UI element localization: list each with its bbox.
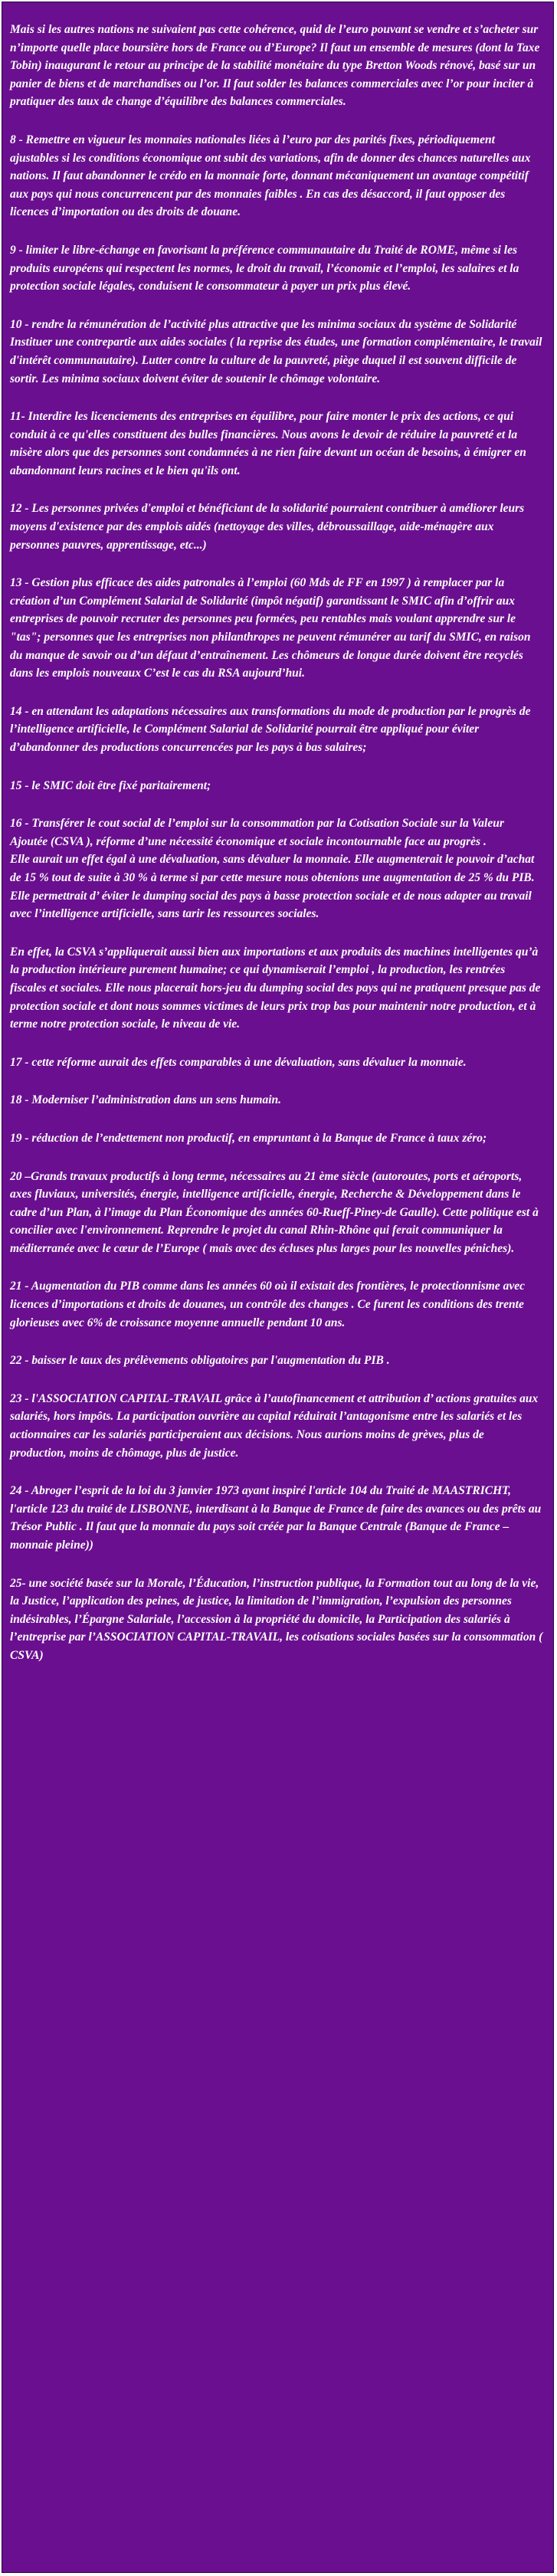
paragraph-9-free-trade: 9 - limiter le libre-échange en favorisant la préférence communautaire du Traité de ROME, même si les produits européens qui respectent les normes, le droit du travail, l’économie et l’emploi, les salaires et la protection sociale légales, conduisent le consommateur à payer un prix plus élevé. xyxy=(10,243,519,293)
text-body xyxy=(10,21,543,1665)
paragraph-11-layoffs: 11- Interdire les licenciements des entreprises en équilibre, pour faire monter le prix des actions, ce qui conduit à ce qu'elles constituent des bulles financières. Nous avons le devoir de réduire la pauvreté et la misère alors que des personnes sont condamnées à ne rien faire devant un océan de besoins, à émigrer en abandonnant leurs racines et le bien qu'ils ont. xyxy=(10,410,526,477)
paragraph-15-smic: 15 - le SMIC doit être fixé paritairement; xyxy=(10,778,211,792)
spacer xyxy=(10,683,543,703)
paragraph-14-artificial-intelligence: 14 - en attendant les adaptations nécessaires aux transformations du mode de production par le progrès de l’intelligence artificielle, le Complément Salarial de Solidarité pourrait être appliqué pour éviter d’abandonner des productions concurrencées par les pays à bas salaires; xyxy=(10,704,531,754)
paragraph-16-csva: 16 - Transférer le cout social de l’emploi sur la consommation par la Cotisation Sociale sur la Valeur Ajoutée (CSVA ), réforme d’une nécessité économique et sociale incontournable face au progrès . Elle aurait un effet égal à une dévaluation, sans dévaluer la monnaie. Elle augmenterait le pouvoir d’achat de 15 % tout de suite à 30 % à terme si par cette mesure nous obtenions une augmentation de 25 % du PIB. Elle permettrait d’ éviter le dumping social des pays à basse protection sociale et de nous adapter au travail avec l’intelligence artificielle, sans tarir les ressources sociales. xyxy=(10,817,535,921)
spacer xyxy=(10,221,543,241)
spacer xyxy=(10,554,543,574)
spacer xyxy=(10,111,543,131)
paragraph-12-aided-jobs: 12 - Les personnes privées d'emploi et bénéficiant de la solidarité pourraient contribuer à améliorer leurs moyens d'existence par des emplois aidés (nettoyage des villes, débroussaillage, aide-ménagère aux personnes pauvres, apprentissage, etc...) xyxy=(10,502,525,552)
spacer xyxy=(10,1462,543,1482)
paragraph-23-capital-labour: 23 - l'ASSOCIATION CAPITAL-TRAVAIL grâce à l’autofinancement et attribution d’ actions gratuites aux salariés, hors impôts. La participation ouvrière au capital réduirait l’antagonisme entre les salariés et les actionnaires car les salariés participeraient aux décisions. Nous aurions moins de grèves, plus de production, moins de chômage, plus de justice. xyxy=(10,1391,539,1460)
spacer xyxy=(10,296,543,316)
spacer xyxy=(10,1109,543,1129)
paragraph-21-gdp: 21 - Augmentation du PIB comme dans les années 60 où il existait des frontières, le protectionnisme avec licences d’importations et droits de douanes, un contrôle des changes . Ce furent les conditions des trente glorieuses avec 6% de croissance moyenne annuelle pendant 10 ans. xyxy=(10,1280,525,1329)
paragraph-20-major-works: 20 –Grands travaux productifs à long terme, nécessaires au 21 ème siècle (autoroutes, ports et aéroports, axes fluviaux, universités, énergie, intelligence artificielle, énergie, Recherche & Développement dans le cadre d’un Plan, à l’image du Plan Économique des années 60-Rueff-Piney-de Gaulle). Cette politique est à concilier avec l'environnement. Reprendre le projet du canal Rhin-Rhône qui ferait communiquer la méditerranée avec le cœur de l’Europe ( mais avec des écluses plus larges pour les nouvelles péniches). xyxy=(10,1169,539,1255)
spacer xyxy=(10,388,543,408)
paragraph-10-remuneration: 10 - rendre la rémunération de l’activité plus attractive que les minima sociaux du système de Solidarité Instituer une contrepartie aux aides sociales ( la reprise des études, une formation complémentaire, le travail d'intérêt communautaire). Lutter contre la culture de la pauvreté, piège duquel il est souvent difficile de sortir. Les minima sociaux doivent éviter de soutenir le chômage volontaire. xyxy=(10,317,542,385)
paragraph-18-administration: 18 - Moderniser l’administration dans un sens humain. xyxy=(10,1093,282,1107)
paragraph-25-society: 25- une société basée sur la Morale, l’Éducation, l’instruction publique, la Formation tout au long de la vie, la Justice, l’application des peines, de justice, la limitation de l’immigration, l’expulsion des personnes indésirables, l’Épargne Salariale, l’accession à la propriété du domicile, la Participation des salariés à l’entreprise par l’ASSOCIATION CAPITAL-TRAVAIL, les cotisations sociales basées sur la consommation ( CSVA) xyxy=(10,1576,543,1662)
paragraph-24-central-bank: 24 - Abroger l’esprit de la loi du 3 janvier 1973 ayant inspiré l'article 104 du Traité de MAASTRICHT, l'article 123 du traité de LISBONNE, interdisant à la Banque de France de faire des avances ou des prêts au Trésor Public . Il faut que la monnaie du pays soit créée par la Banque Centrale (Banque de France – monnaie pleine)) xyxy=(10,1484,542,1552)
spacer xyxy=(10,1148,543,1168)
spacer xyxy=(10,480,543,500)
spacer xyxy=(10,757,543,777)
paragraph-csva-effects: En effet, la CSVA s’appliquerait aussi bien aux importations et aux produits des machines intelligentes qu’à la production intérieure purement humaine; ce qui dynamiserait l’emploi , la production, les rentrées fiscales et sociales. Elle nous placerait hors-jeu du dumping social des pays qui ne pratiquent presque pas de protection sociale et dont nous sommes victimes de leurs prix trop bas pour maintenir notre production, et à terme notre protection sociale, le niveau de vie. xyxy=(10,945,541,1031)
spacer xyxy=(10,1071,543,1091)
paragraph-intro-monetary-stability: Mais si les autres nations ne suivaient pas cette cohérence, quid de l’euro pouvant se vendre et s’acheter sur n’importe quelle place boursière hors de France ou d’Europe? Il faut un ensemble de mesures (dont la Taxe Tobin) inaugurant le retour au principe de la stabilité monétaire du type Bretton Woods rénové, basé sur un panier de biens et de marchandises ou l’or. Il faut solder les balances commerciales avec l’or pour inciter à pratiquer des taux de change d’équilibre des balances commerciales. xyxy=(10,23,540,109)
spacer xyxy=(10,923,543,943)
spacer xyxy=(10,1370,543,1390)
spacer xyxy=(10,1332,543,1352)
paragraph-19-debt: 19 - réduction de l’endettement non productif, en empruntant à la Banque de France à taux zéro; xyxy=(10,1131,487,1145)
spacer xyxy=(10,1034,543,1054)
text-panel xyxy=(2,2,554,2573)
paragraph-17-devaluation: 17 - cette réforme aurait des effets comparables à une dévaluation, sans dévaluer la monnaie. xyxy=(10,1055,467,1069)
paragraph-13-employer-aid: 13 - Gestion plus efficace des aides patronales à l’emploi (60 Mds de FF en 1997 ) à remplacer par la création d’un Complément Salarial de Solidarité (impôt négatif) garantissant le SMIC afin d’offrir aux entreprises de pouvoir recruter des personnes peu formées, peu rentables mais voulant apprendre sur le "tas"; personnes que les entreprises non philanthropes ne peuvent rémunérer au tarif du SMIC, en raison du manque de savoir ou d’un défaut d’entraînement. Les chômeurs de longue durée doivent être recyclés dans les emplois nouveaux C’est le cas du RSA aujourd’hui. xyxy=(10,576,531,680)
paragraph-22-tax-rate: 22 - baisser le taux des prélèvements obligatoires par l'augmentation du PIB . xyxy=(10,1354,390,1368)
spacer xyxy=(10,795,543,814)
spacer xyxy=(10,1555,543,1575)
spacer xyxy=(10,1257,543,1277)
paragraph-8-national-currencies: 8 - Remettre en vigueur les monnaies nationales liées à l’euro par des parités fixes, périodiquement ajustables si les conditions économique ont subit des variations, afin de donner des chances naturelles aux nations. Il faut abandonner le crédo en la monnaie forte, donnant mécaniquement un avantage compétitif aux pays qui nous concurrencent par des monnaies faibles . En cas des désaccord, il faut opposer des licences d’importation ou des droits de douane. xyxy=(10,133,531,219)
